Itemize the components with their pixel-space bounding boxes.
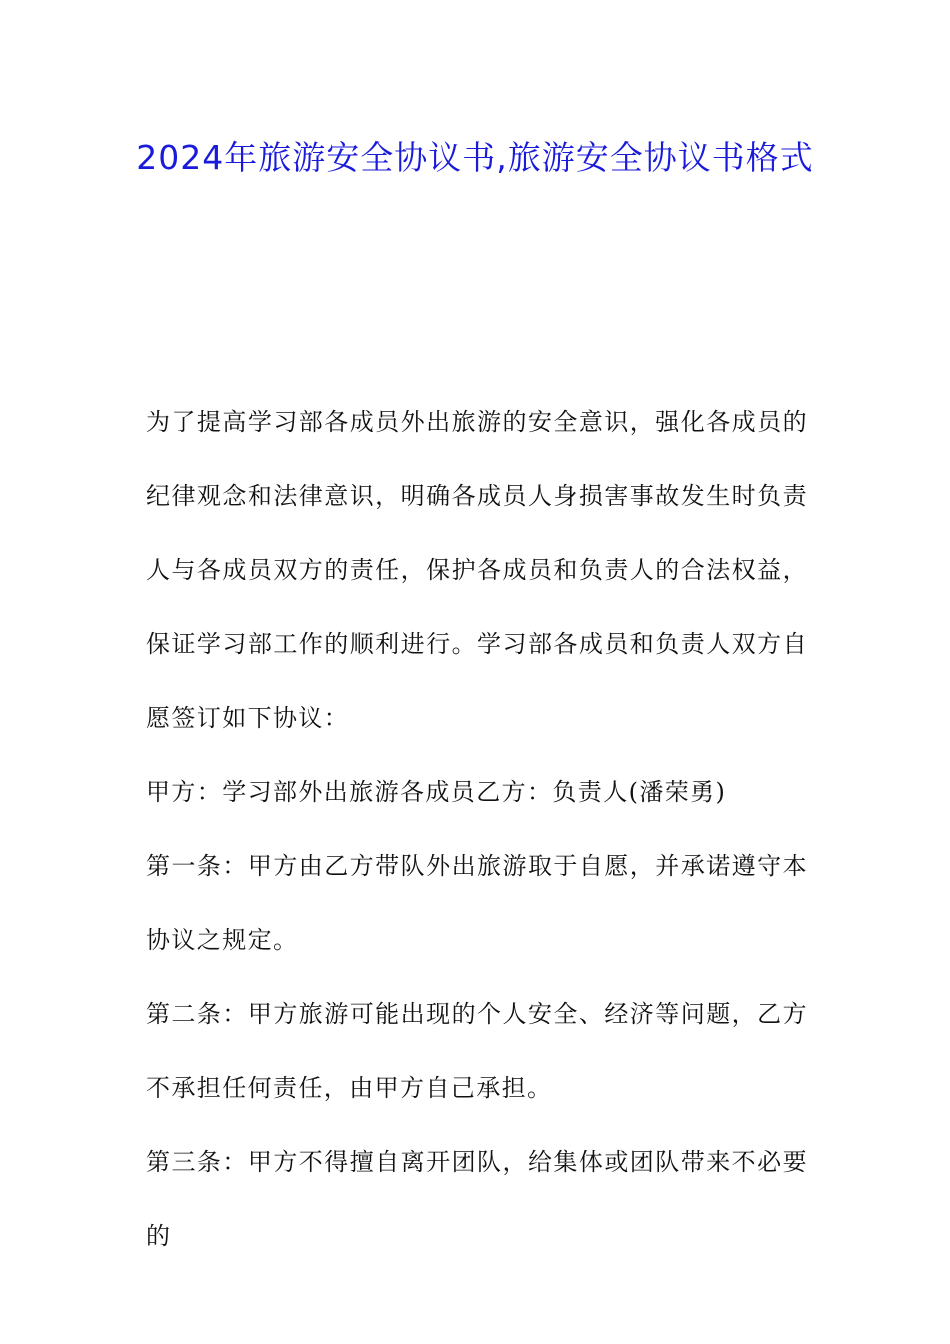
- document-body: [146, 385, 808, 1273]
- article-2-paragraph: 第二条：甲方旅游可能出现的个人安全、经济等问题，乙方不承担任何责任，由甲方自己承担。: [146, 1000, 808, 1102]
- article-3-paragraph: 第三条：甲方不得擅自离开团队，给集体或团队带来不必要的: [146, 1148, 808, 1250]
- document-title: 2024年旅游安全协议书,旅游安全协议书格式: [136, 138, 814, 177]
- intro-paragraph: 为了提高学习部各成员外出旅游的安全意识，强化各成员的纪律观念和法律意识，明确各成员人身损害事故发生时负责人与各成员双方的责任，保护各成员和负责人的合法权益，保证学习部工作的顺利进行。学习部各成员和负责人双方自愿签订如下协议：: [146, 408, 808, 732]
- article-1-paragraph: 第一条：甲方由乙方带队外出旅游取于自愿，并承诺遵守本协议之规定。: [146, 852, 808, 954]
- parties-paragraph: 甲方：学习部外出旅游各成员乙方：负责人(潘荣勇): [146, 778, 727, 806]
